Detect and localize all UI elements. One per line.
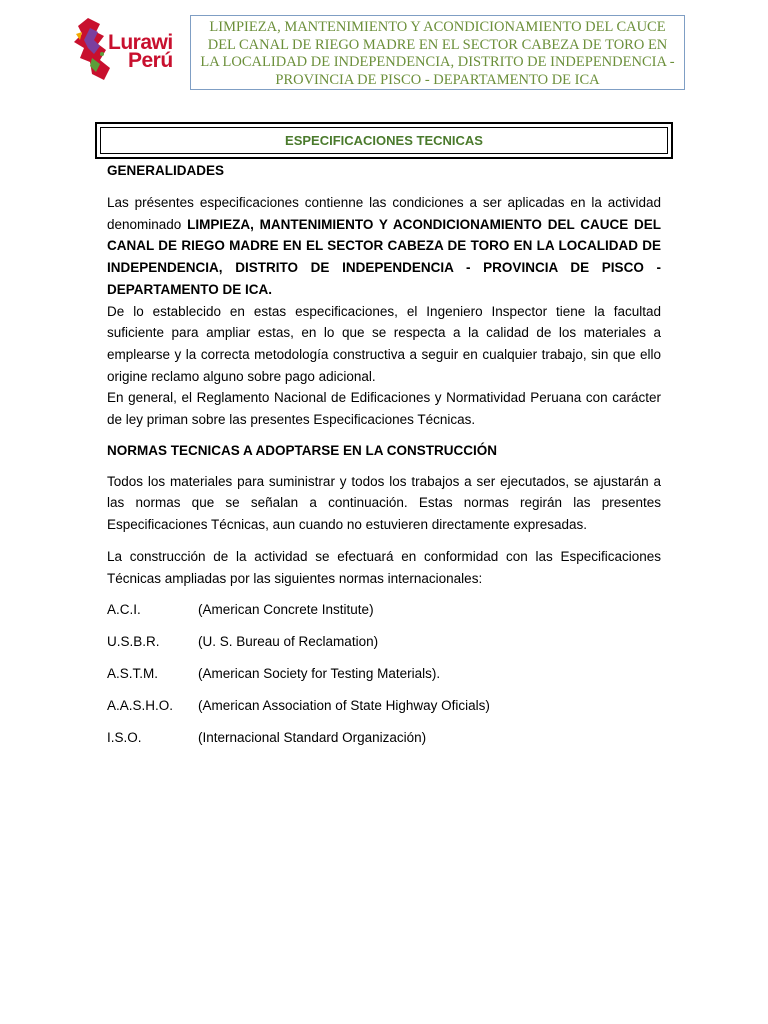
document-body	[107, 160, 661, 760]
project-title: LIMPIEZA, MANTENIMIENTO Y ACONDICIONAMIENTO DEL CAUCE DEL CANAL DE RIEGO MADRE EN EL SECTOR CABEZA DE TORO EN LA LOCALIDAD DE INDEPENDENCIA, DISTRITO DE INDEPENDENCIA - PROVINCIA DE PISCO - DEPARTAMENTO DE ICA	[200, 19, 675, 88]
standard-abbr: A.S.T.M.	[107, 666, 159, 682]
standards-list	[107, 600, 661, 760]
list-item	[107, 696, 661, 728]
heading-generalidades: GENERALIDADES	[107, 163, 225, 178]
list-item	[107, 728, 661, 760]
paragraph-generalidades-3: En general, el Reglamento Nacional de Edificaciones y Normatividad Peruana con carácter de ley priman sobre las presentes Especificaciones Técnicas.	[107, 390, 661, 428]
lurawi-peru-logo	[70, 14, 182, 86]
paragraph-generalidades-2: De lo establecido en estas especificaciones, el Ingeniero Inspector tiene la facultad suficiente para ampliar estas, en lo que se respecta a la calidad de los materiales a emplearse y la correcta metodología constructiva a seguir en cualquier trabajo, sin que ello origine reclamo alguno sobre pago adicional.	[107, 303, 661, 384]
heading-normas-tecnicas: NORMAS TECNICAS A ADOPTARSE EN LA CONSTRUCCIÓN	[107, 442, 498, 458]
paragraph-lead-text: Las présentes especificaciones contienne las condiciones a ser aplicadas en la actividad denominado	[107, 195, 661, 232]
standard-abbr: A.C.I.	[107, 602, 141, 618]
logo-text-lurawi: Lurawi	[108, 31, 173, 54]
list-item	[107, 632, 661, 664]
list-item	[107, 600, 661, 632]
standard-desc: (American Concrete Institute)	[198, 602, 374, 618]
logo-text-peru: Perú	[128, 49, 173, 72]
standard-desc: (U. S. Bureau of Reclamation)	[198, 634, 379, 650]
list-item	[107, 664, 661, 696]
section-title-frame	[95, 122, 673, 159]
standard-desc: (Internacional Standard Organización)	[198, 730, 427, 746]
paragraph-generalidades-1	[107, 192, 661, 301]
standard-desc: (American Society for Testing Materials).	[198, 666, 441, 682]
paragraph-normas-1: Todos los materiales para suministrar y todos los trabajos a ser ejecutados, se ajustarán a las normas que se señalan a continuación. Estas normas regirán las presentes Especificaciones Técnicas, aun cuando no estuvieren directamente expresadas.	[107, 473, 661, 533]
standard-abbr: I.S.O.	[107, 730, 142, 746]
paragraph-normas-2: La construcción de la actividad se efectuará en conformidad con las Especificaciones Técnicas ampliadas por las siguientes normas internacionales:	[107, 548, 661, 586]
standard-abbr: A.A.S.H.O.	[107, 698, 174, 714]
section-title: ESPECIFICACIONES TECNICAS	[100, 127, 668, 154]
standard-abbr: U.S.B.R.	[107, 634, 160, 650]
project-title-box	[190, 15, 685, 90]
standard-desc: (American Association of State Highway Oficials)	[198, 698, 490, 714]
paragraph-project-name: LIMPIEZA, MANTENIMIENTO Y ACONDICIONAMIENTO DEL CAUCE DEL CANAL DE RIEGO MADRE EN EL SECTOR CABEZA DE TORO EN LA LOCALIDAD DE INDEPENDENCIA, DISTRITO DE INDEPENDENCIA - PROVINCIA DE PISCO - DEPARTAMENTO DE ICA.	[107, 216, 662, 297]
